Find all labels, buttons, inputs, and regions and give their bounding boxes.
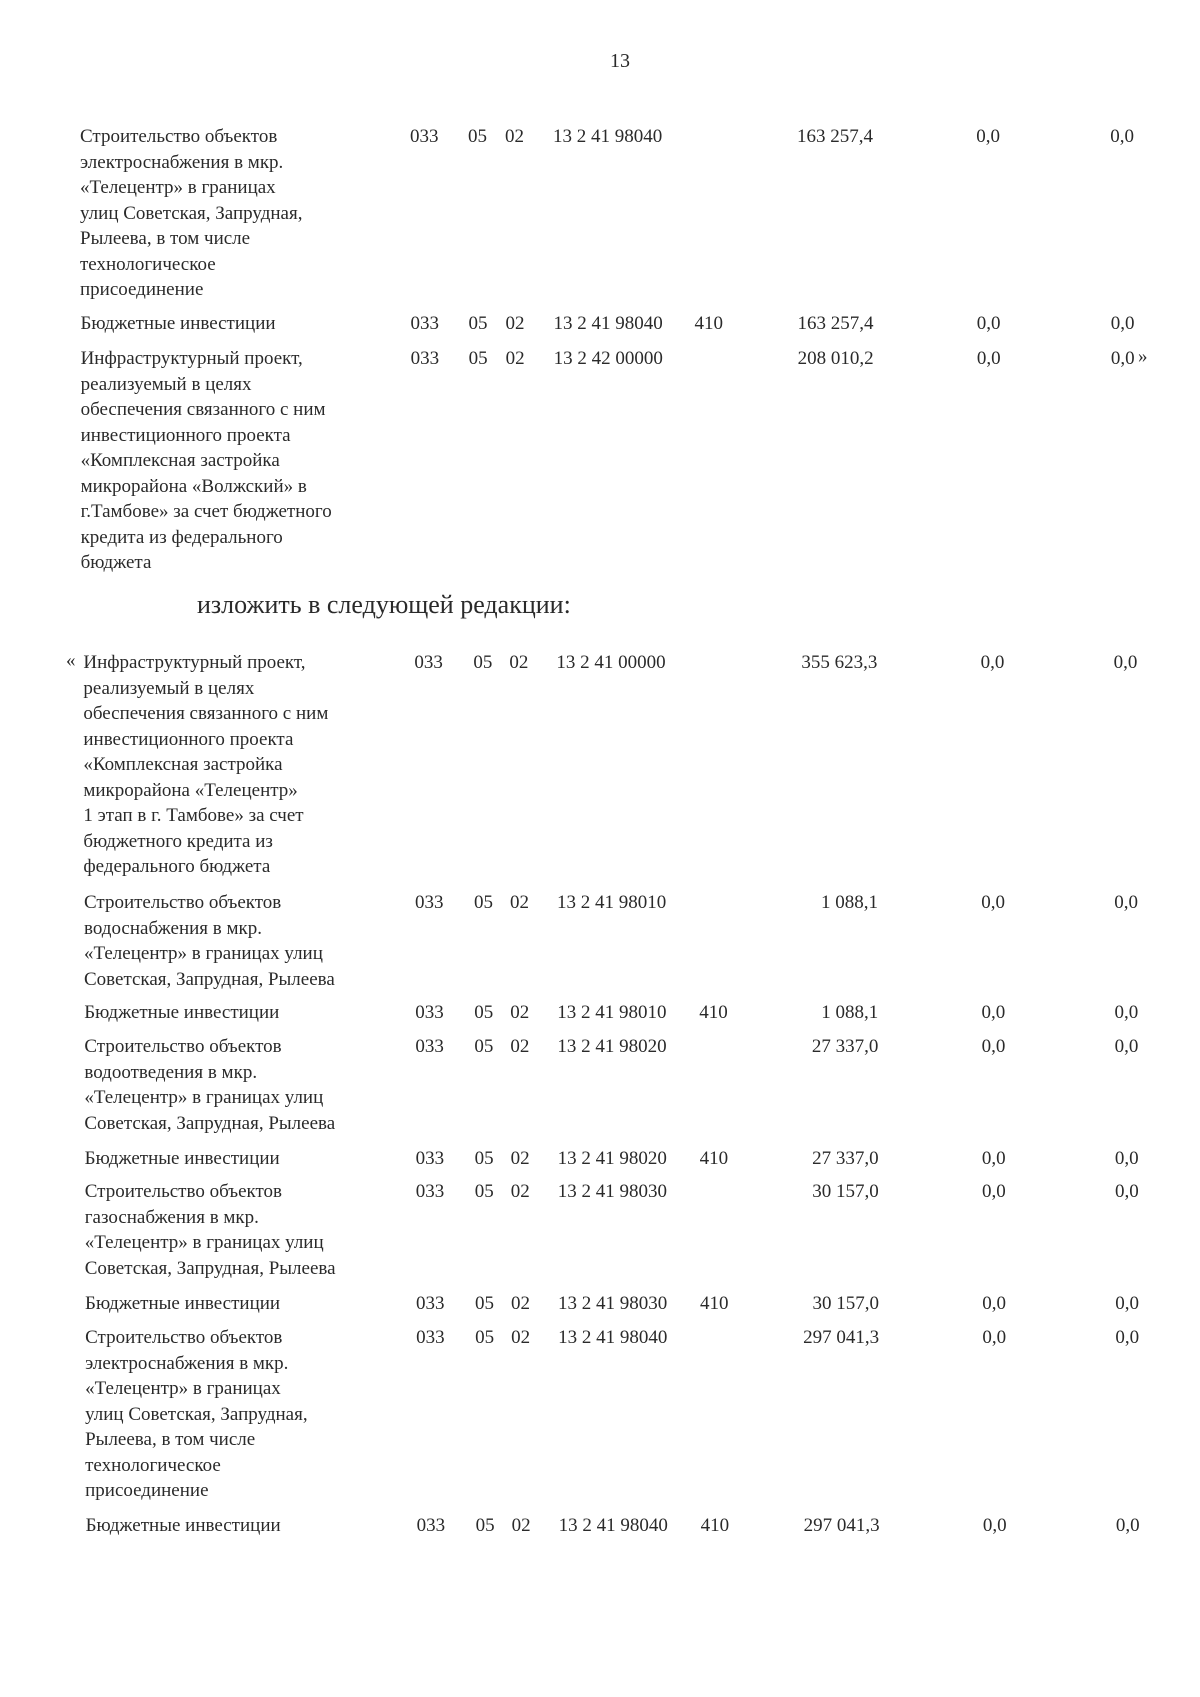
subsection-code: 02 [509, 652, 529, 673]
admin-code: 033 [416, 1293, 445, 1314]
row-name-line: инвестиционного проекта [80, 424, 291, 446]
subsection-code: 02 [505, 126, 524, 147]
expense-type-code: 410 [699, 1148, 729, 1169]
amount-year-3: 0,0 [1115, 1293, 1140, 1314]
admin-code: 033 [415, 1148, 445, 1169]
row-name-line: микрорайона «Волжский» в [80, 475, 307, 497]
target-article-code: 13 2 41 98010 [557, 1002, 667, 1023]
row-name [86, 1513, 281, 1539]
admin-code: 033 [416, 1327, 445, 1348]
admin-code: 033 [414, 892, 444, 913]
row-name [85, 1325, 307, 1504]
section-code: 05 [474, 1181, 494, 1202]
expense-type-code: 410 [700, 1293, 729, 1314]
page-number: 13 [610, 50, 630, 72]
amount-year-1: 297 041,3 [803, 1515, 880, 1536]
row-name-line: реализуемый в целях [80, 373, 252, 395]
subsection-code: 02 [511, 1293, 531, 1314]
row-name-line: бюджета [80, 552, 152, 573]
amount-year-3: 0,0 [1114, 1148, 1139, 1169]
section-code: 05 [468, 348, 488, 369]
row-name-line: «Телецентр» в границах улиц [84, 1087, 324, 1108]
amount-year-2: 0,0 [982, 1515, 1007, 1536]
target-article-code: 13 2 41 98030 [558, 1293, 668, 1314]
amount-year-2: 0,0 [976, 313, 1001, 334]
row-name-line: Строительство объектов [84, 1181, 283, 1202]
subsection-code: 02 [510, 1036, 530, 1057]
row-name [85, 1146, 280, 1172]
amount-year-1: 30 157,0 [812, 1181, 879, 1202]
row-name-line: Строительство объектов [80, 126, 278, 147]
row-name-line: присоединение [85, 1480, 209, 1501]
section-code: 05 [474, 1002, 494, 1023]
target-article-code: 13 2 41 98020 [557, 1148, 667, 1169]
amount-year-2: 0,0 [982, 1327, 1007, 1348]
row-name [83, 650, 328, 880]
row-name-line: инвестиционного проекта [83, 728, 294, 750]
row-name [84, 1034, 335, 1136]
admin-code: 033 [410, 348, 440, 369]
expense-type-code: 410 [699, 1002, 728, 1023]
row-name-line: обеспечения связанного с ним [80, 399, 326, 420]
amendment-heading: изложить в следующей редакции: [197, 590, 571, 619]
section-code: 05 [468, 126, 487, 147]
target-article-code: 13 2 41 00000 [556, 652, 666, 673]
amount-year-1: 27 337,0 [811, 1036, 879, 1057]
row-name-line: Рылеева, в том числе [80, 228, 251, 249]
section-code: 05 [473, 652, 493, 673]
row-name [85, 1179, 336, 1281]
row-name-line: присоединение [80, 279, 204, 300]
target-article-code: 13 2 41 98040 [553, 126, 663, 147]
section-code: 05 [475, 1293, 495, 1314]
amount-year-2: 0,0 [976, 348, 1001, 369]
amount-year-1: 27 337,0 [812, 1148, 879, 1169]
target-article-code: 13 2 41 98030 [557, 1181, 667, 1202]
row-name-line: Бюджетные инвестиции [85, 1515, 281, 1536]
amount-year-3: 0,0 [1115, 1327, 1140, 1348]
subsection-code: 02 [511, 1515, 531, 1536]
amount-year-3: 0,0 [1114, 1036, 1139, 1057]
amount-year-1: 208 010,2 [797, 348, 874, 369]
row-name [80, 124, 302, 303]
amount-year-3: 0,0 [1113, 652, 1138, 673]
target-article-code: 13 2 41 98040 [558, 1327, 668, 1348]
subsection-code: 02 [505, 348, 525, 369]
target-article-code: 13 2 41 98010 [556, 892, 667, 913]
section-code: 05 [473, 892, 493, 913]
section-code: 05 [475, 1515, 495, 1536]
row-name-line: Бюджетные инвестиции [84, 1002, 280, 1023]
admin-code: 033 [416, 1515, 446, 1536]
amount-year-2: 0,0 [981, 1002, 1006, 1023]
section-code: 05 [474, 1036, 494, 1057]
row-name-line: водоотведения в мкр. [84, 1061, 258, 1083]
amount-year-3: 0,0 [1115, 1181, 1139, 1202]
row-name-line: федерального бюджета [83, 856, 271, 877]
amount-year-1: 30 157,0 [812, 1293, 880, 1314]
amount-year-1: 1 088,1 [821, 1002, 879, 1023]
row-name-line: Советская, Запрудная, Рылеева [84, 1257, 336, 1279]
target-article-code: 13 2 41 98040 [558, 1515, 668, 1536]
admin-code: 033 [415, 1036, 444, 1057]
admin-code: 033 [415, 1002, 444, 1023]
admin-code: 033 [410, 126, 439, 147]
amount-year-2: 0,0 [982, 1181, 1006, 1202]
row-name-line: реализуемый в целях [83, 677, 255, 699]
row-name-line: Рылеева, в том числе [85, 1429, 256, 1450]
amount-year-1: 297 041,3 [803, 1327, 880, 1348]
subsection-code: 02 [509, 892, 529, 913]
amount-year-2: 0,0 [976, 126, 1000, 147]
amount-year-2: 0,0 [982, 1293, 1007, 1314]
row-name-line: Инфраструктурный проект, [83, 652, 306, 673]
row-name-line: Строительство объектов [84, 1036, 282, 1057]
amount-year-1: 163 257,4 [797, 313, 874, 334]
amount-year-3: 0,0 [1110, 126, 1134, 147]
closing-quote-mark: » [1138, 346, 1148, 367]
subsection-code: 02 [510, 1148, 530, 1169]
row-name-line: Бюджетные инвестиции [84, 1148, 280, 1169]
row-name-line: Инфраструктурный проект, [80, 348, 303, 369]
row-name-line: Советская, Запрудная, Рылеева [84, 1112, 336, 1134]
row-name-line: г.Тамбове» за счет бюджетного [80, 501, 332, 522]
row-name-line: водоснабжения в мкр. [83, 917, 263, 939]
amount-year-3: 0,0 [1110, 313, 1135, 334]
target-article-code: 13 2 41 98040 [553, 313, 663, 334]
amount-year-1: 355 623,3 [801, 652, 878, 673]
row-name-line: Строительство объектов [85, 1327, 283, 1348]
subsection-code: 02 [505, 313, 525, 334]
amount-year-2: 0,0 [981, 1148, 1006, 1169]
amount-year-2: 0,0 [981, 892, 1005, 913]
section-code: 05 [475, 1327, 495, 1348]
subsection-code: 02 [511, 1327, 531, 1348]
amount-year-3: 0,0 [1115, 1515, 1140, 1536]
admin-code: 033 [415, 1181, 445, 1202]
row-name-line: Строительство объектов [83, 892, 282, 913]
row-name-line: «Телецентр» в границах улиц [83, 943, 323, 964]
section-code: 05 [474, 1148, 494, 1169]
target-article-code: 13 2 41 98020 [557, 1036, 667, 1057]
amount-year-3: 0,0 [1114, 892, 1138, 913]
expense-type-code: 410 [700, 1515, 730, 1536]
row-name [84, 890, 335, 992]
row-name-line: газоснабжения в мкр. [84, 1206, 259, 1228]
row-name-line: «Комплексная застройка [80, 450, 280, 471]
amount-year-3: 0,0 [1114, 1002, 1139, 1023]
row-name-line: «Комплексная застройка [83, 754, 283, 775]
expense-type-code: 410 [694, 313, 723, 334]
amount-year-1: 1 088,1 [821, 892, 878, 913]
row-name-line: «Телецентр» в границах улиц [84, 1232, 324, 1253]
subsection-code: 02 [510, 1002, 530, 1023]
row-name-line: бюджетного кредита из [83, 830, 273, 852]
row-name-line: технологическое [85, 1454, 221, 1476]
row-name [84, 1000, 279, 1026]
row-name-line: Бюджетные инвестиции [85, 1293, 281, 1314]
amount-year-2: 0,0 [981, 1036, 1006, 1057]
row-name-line: микрорайона «Телецентр» [83, 779, 298, 801]
admin-code: 033 [414, 652, 443, 673]
opening-quote-mark: « [66, 650, 76, 671]
row-name [80, 311, 275, 337]
row-name-line: технологическое [80, 253, 216, 275]
section-code: 05 [468, 313, 488, 334]
subsection-code: 02 [510, 1181, 530, 1202]
row-name-line: электроснабжения в мкр. [85, 1352, 289, 1374]
row-name-line: Бюджетные инвестиции [80, 313, 276, 334]
row-name [81, 346, 332, 576]
row-name-line: улиц Советская, Запрудная, [80, 202, 303, 224]
row-name-line: «Телецентр» в границах [85, 1378, 281, 1399]
row-name-line: 1 этап в г. Тамбове» за счет [83, 805, 304, 826]
row-name-line: Советская, Запрудная, Рылеева [83, 968, 335, 990]
row-name-line: «Телецентр» в границах [80, 177, 276, 198]
admin-code: 033 [410, 313, 439, 334]
amount-year-2: 0,0 [980, 652, 1005, 673]
amount-year-3: 0,0 [1110, 348, 1135, 369]
amount-year-1: 163 257,4 [797, 126, 873, 147]
row-name-line: электроснабжения в мкр. [80, 151, 284, 173]
row-name-line: обеспечения связанного с ним [83, 703, 329, 724]
row-name-line: улиц Советская, Запрудная, [85, 1403, 308, 1425]
target-article-code: 13 2 42 00000 [553, 348, 663, 369]
row-name [85, 1291, 280, 1317]
row-name-line: кредита из федерального [80, 526, 283, 548]
